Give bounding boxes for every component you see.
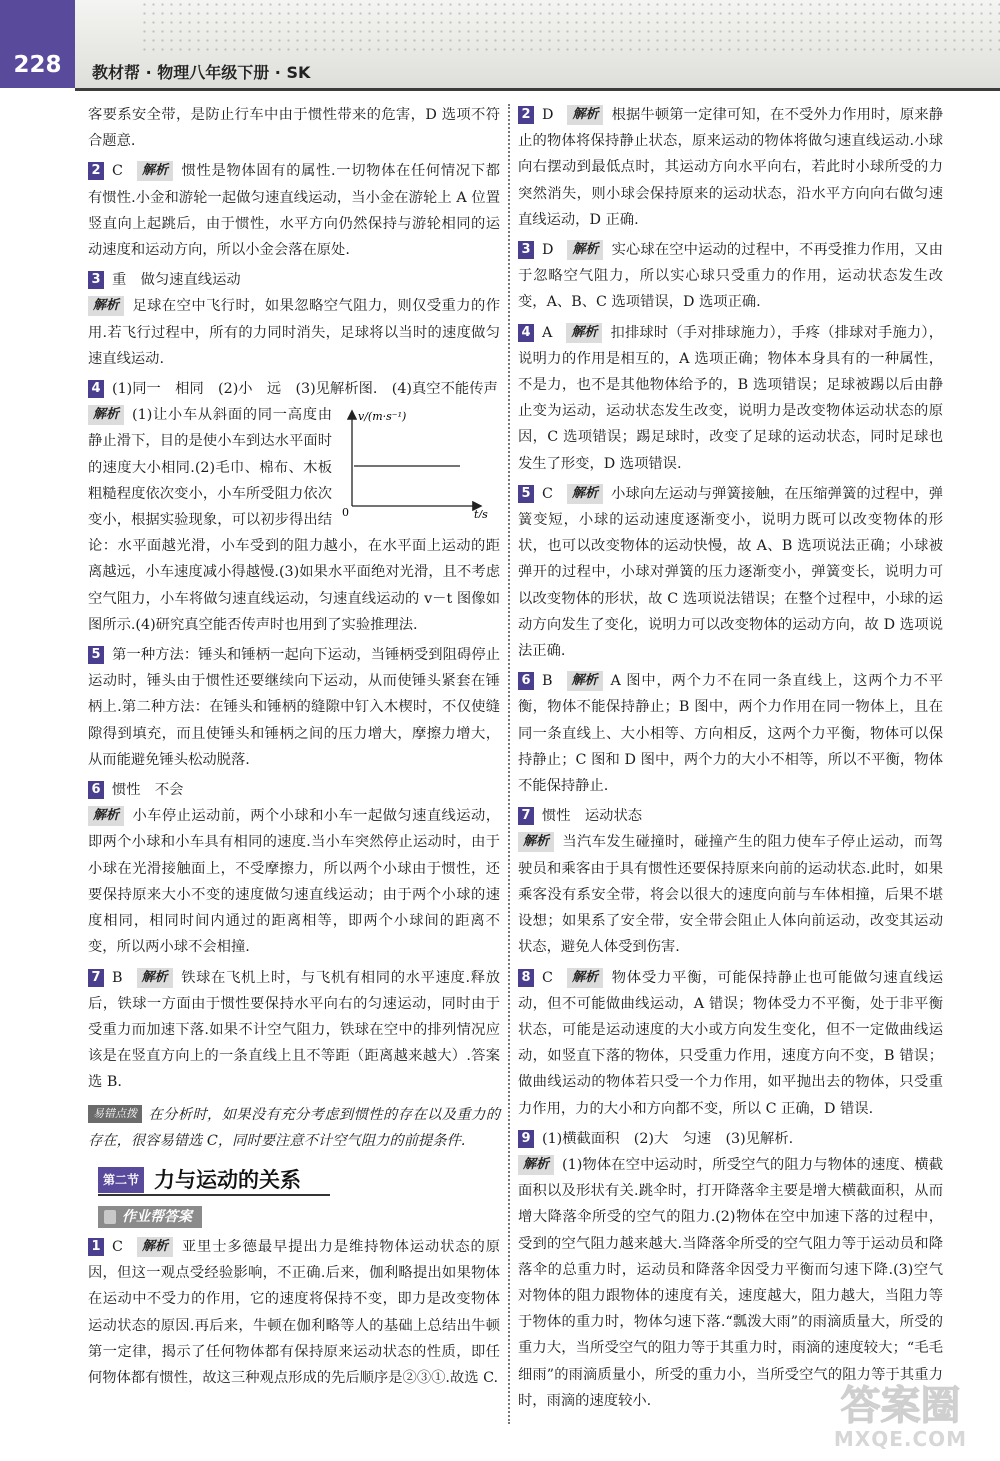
vt-graph [340, 406, 500, 518]
book-title: 教材帮 · 物理八年级下册 · SK [92, 63, 311, 82]
answer: B [112, 969, 123, 986]
tip-box [88, 1102, 500, 1154]
analysis-text: 亚里士多德最早提出力是维持物体运动状态的原因，但这一观点受经验影响，不正确.后来，伽利略提出如果物体在运动中不受力的作用，它的速度将保持不变，即力是改变物体运动状态的原因.再后来，牛顿在伽利略等人的基础上总结出牛顿第一定律，揭示了任何物体都有保持原来运动状态的性质，即任何物体都有惯性，故这三种观点形成的先后顺序是②③①.故选 C. [88, 1238, 500, 1386]
question-6 [88, 777, 500, 960]
analysis-text: 惯性是物体固有的属性.一切物体在任何情况下都有惯性.小金和游轮一起做匀速直线运动，当小金在游轮上 A 位置竖直向上起跳后，由于惯性，水平方向仍然保持与游轮相同的运动速度和运动方向，所以小金会落在原处. [88, 163, 500, 259]
answer: (1)横截面积 (2)大 匀速 (3)见解析. [542, 1130, 794, 1147]
question-number: 6 [518, 672, 534, 690]
analysis-text: 扣排球时（手对排球施力），手疼（排球对手施力），说明力的作用是相互的，A 选项正确；物体本身具有的一种属性，不是力，也不是其他物体给予的，B 选项错误；足球被踢以后由静止变为运动，运动状态发生改变，说明力是改变物体运动状态的原因，C 选项错误；踢足球时，改变了足球的运动状态，同时足球也发生了形变，D 选项错误. [518, 324, 943, 472]
paragraph-text: 客要系安全带，是防止行车中由于惯性带来的危害，D 选项不符合题意. [88, 107, 500, 150]
analysis-tag: 解析 [567, 105, 603, 125]
question-number: 5 [88, 646, 104, 664]
section-header [88, 1164, 500, 1196]
analysis-text: (1)物体在空中运动时，所受空气的阻力与物体的速度、横截面积以及形状有关.跳伞时，打开降落伞主要是增大横截面积，从而增大降落伞所受的空气的阻力.(2)物体在空中加速下落的过程中，受到的空气阻力越来越大.当降落伞所受的空气阻力等于运动员和降落伞的总重力时，运动员和降落伞因受力平衡而匀速下降.(3)空气对物体的阻力跟物体的速度有关，速度越大，阻力越大，当阻力等于物体的重力时，物体匀速下落.“瓢泼大雨”的雨滴质量大，所受的重力大，当所受空气的阻力等于其重力时，雨滴的速度较大；“毛毛细雨”的雨滴质量小，所受的重力小，当所受空气的阻力等于其重力时，雨滴的速度较小. [518, 1156, 943, 1409]
analysis-tag: 解析 [137, 968, 173, 988]
question-5 [88, 642, 500, 773]
question-number: 2 [518, 106, 534, 124]
analysis-tag: 解析 [567, 968, 603, 988]
analysis-tag: 解析 [88, 296, 124, 316]
analysis-text: 当汽车发生碰撞时，碰撞产生的阻力使车子停止运动，而驾驶员和乘客由于具有惯性还要保持原来向前的运动状态.此时，如果乘客没有系安全带，将会以很大的速度向前与车体相撞，后果不堪设想；如果系了安全带，安全带会阻止人体向前运动，改变其运动状态，避免人体受到伤害. [518, 834, 943, 956]
analysis-text: 足球在空中飞行时，如果忽略空气阻力，则仅受重力的作用.若飞行过程中，所有的力同时消失，足球将以当时的速度做匀速直线运动. [88, 298, 500, 367]
page-number: 228 [13, 52, 62, 78]
section-question-3 [518, 237, 943, 316]
analysis-text: 根据牛顿第一定律可知，在不受外力作用时，原来静止的物体将保持静止状态，原来运动的物体将做匀速直线运动.小球向右摆动到最低点时，其运动方向水平向右，若此时小球所受的力突然消失，则小球会保持原来的运动状态，沿水平方向向右做匀速直线运动，D 正确. [518, 107, 943, 228]
question-number: 1 [88, 1238, 104, 1256]
section-question-8 [518, 965, 943, 1122]
question-number: 4 [518, 324, 534, 342]
question-2 [88, 158, 500, 263]
watermark-main: 答案圈 [840, 1383, 961, 1429]
analysis-text: (1)让小车从斜面的同一高度由静止滑下，目的是使小车到达水平面时的速度大小相同.(2)毛巾、棉布、木板粗糙程度依次变小，小车所受阻力依次变小，根据实验现象，可以初步得出结论：水平面越光滑，小车受到的阻力越小，在水平面上运动的距离越远，小车速度减小得越慢.(3)如果水平面绝对光滑，且不考虑空气阻力，小车将做匀速直线运动，匀速直线运动的 v－t 图像如图所示.(4)研究真空能否传声时也用到了实验推理法. [88, 407, 500, 633]
section-title: 力与运动的关系 [154, 1167, 301, 1192]
origin-label: 0 [342, 506, 349, 519]
x-axis-label: t/s [474, 508, 488, 519]
question-number: 3 [88, 271, 104, 289]
answer: C [112, 1238, 123, 1255]
answer: C [542, 485, 553, 502]
section-question-1 [88, 1234, 500, 1391]
y-axis-label: v/(m·s⁻¹) [358, 410, 407, 424]
site-watermark [808, 1383, 993, 1453]
header-texture [140, 0, 1000, 56]
answer: 惯性 不会 [112, 782, 184, 799]
answer: D [542, 107, 554, 123]
page-header [0, 0, 1000, 88]
question-3 [88, 267, 500, 372]
homework-answers-label [98, 1206, 202, 1228]
question-number: 8 [518, 969, 534, 987]
tip-text: 在分析时，如果没有充分考虑到惯性的存在以及重力的存在，很容易错选 C，同时要注意不计空气阻力的前提条件. [88, 1106, 500, 1149]
analysis-text: 小车停止运动前，两个小球和小车一起做匀速直线运动，即两个小球和小车具有相同的速度.当小车突然停止运动时，由于小球在光滑接触面上，不受摩擦力，所以两个小球由于惯性，还要保持原来大小不变的速度做匀速直线运动；由于两个小球的速度相同，相同时间内通过的距离相等，即两个小球间的距离不变，所以两小球不会相撞. [88, 808, 500, 956]
question-number: 2 [88, 162, 104, 180]
answer: 重 做匀速直线运动 [112, 272, 241, 289]
section-underline [98, 1194, 330, 1196]
left-column [88, 102, 500, 1395]
analysis-tag: 解析 [566, 323, 602, 343]
answer: D [542, 242, 554, 259]
section-question-9 [518, 1126, 943, 1414]
answer: 惯性 运动状态 [542, 808, 643, 825]
section-question-4 [518, 320, 943, 477]
question-number: 7 [518, 807, 534, 825]
section-question-7 [518, 803, 943, 960]
hat-icon [104, 1210, 116, 1224]
analysis-tag: 解析 [88, 806, 124, 826]
header-rule [75, 88, 1000, 91]
section-question-5 [518, 481, 943, 664]
section-question-6 [518, 668, 943, 799]
question-number: 4 [88, 380, 104, 398]
analysis-text: 铁球在飞机上时，与飞机有相同的水平速度.释放后，铁球一方面由于惯性要保持水平向右的匀速运动，同时由于受重力而加速下落.如果不计空气阻力，铁球在空中的排列情况应该是在竖直方向上的一条直线上且不等距（距离越来越大）.答案选 B. [88, 969, 500, 1091]
section-number: 第二节 [98, 1167, 144, 1193]
question-number: 9 [518, 1130, 534, 1148]
page-number-tab [0, 0, 75, 88]
analysis-tag: 解析 [567, 240, 603, 260]
answer: B [542, 673, 553, 690]
tip-tag: 易错点拨 [88, 1105, 142, 1123]
question-number: 6 [88, 781, 104, 799]
analysis-tag: 解析 [518, 832, 554, 852]
question-number: 5 [518, 485, 534, 503]
question-4 [88, 376, 500, 638]
analysis-tag: 解析 [137, 161, 173, 181]
analysis-tag: 解析 [137, 1237, 173, 1257]
analysis-text: 物体受力平衡，可能保持静止也可能做匀速直线运动，但不可能做曲线运动，A 错误；物体受力不平衡，处于非平衡状态，可能是运动速度的大小或方向发生变化，但不一定做曲线运动，如竖直下落的物体，只受重力作用，速度方向不变，B 错误；做曲线运动的物体若只受一个力作用，如平抛出去的物体，只受重力作用，力的大小和方向都不变，所以 C 正确，D 错误. [518, 969, 943, 1117]
question-number: 7 [88, 969, 104, 987]
right-column [518, 102, 943, 1418]
continued-paragraph [88, 102, 500, 154]
column-divider [508, 104, 510, 1424]
vt-graph-svg [340, 406, 500, 518]
analysis-text: 实心球在空中运动的过程中，不再受推力作用，又由于忽略空气阻力，所以实心球只受重力的作用，运动状态发生改变，A、B、C 选项错误，D 选项正确. [518, 242, 943, 311]
analysis-tag: 解析 [567, 484, 603, 504]
homework-answers-text: 作业帮答案 [122, 1208, 192, 1225]
section-question-2 [518, 102, 943, 233]
analysis-text: A 图中，两个力不在同一条直线上，这两个力不平衡，物体不能保持静止；B 图中，两个力作用在同一物体上，且在同一条直线上、大小相等、方向相反，这两个力平衡，物体可以保持静止；C 图和 D 图中，两个力的大小不相等，所以不平衡，物体不能保持静止. [518, 673, 943, 795]
watermark-url: MXQE.COM [833, 1427, 968, 1451]
answer: (1)同一 相同 (2)小 远 (3)见解析图. (4)真空不能传声 [112, 381, 498, 398]
answer-text: 第一种方法：锤头和锤柄一起向下运动，当锤柄受到阻碍停止运动时，锤头由于惯性还要继续向下运动，从而使锤头紧套在锤柄上.第二种方法：在锤头和锤柄的缝隙中钉入木楔时，不仅使缝隙得到填充，而且使锤头和锤柄之间的压力增大，摩擦力增大，从而能避免锤头松动脱落. [88, 647, 500, 768]
analysis-tag: 解析 [567, 671, 603, 691]
answer: C [542, 969, 553, 986]
answer: C [112, 163, 123, 180]
analysis-tag: 解析 [88, 405, 124, 425]
analysis-tag: 解析 [518, 1155, 554, 1175]
answer: A [542, 324, 553, 341]
question-number: 3 [518, 241, 534, 259]
question-7 [88, 965, 500, 1096]
analysis-text: 小球向左运动与弹簧接触，在压缩弹簧的过程中，弹簧变短，小球的运动速度逐渐变小，说明力既可以改变物体的形状，也可以改变物体的运动快慢，故 A、B 选项说法正确；小球被弹开的过程中，小球对弹簧的压力逐渐变小，弹簧变长，说明力可以改变物体的形状，故 C 选项说法错误；在整个过程中，小球的运动方向发生了变化，说明力可以改变物体的运动方向，故 D 选项说法正确. [518, 485, 943, 660]
